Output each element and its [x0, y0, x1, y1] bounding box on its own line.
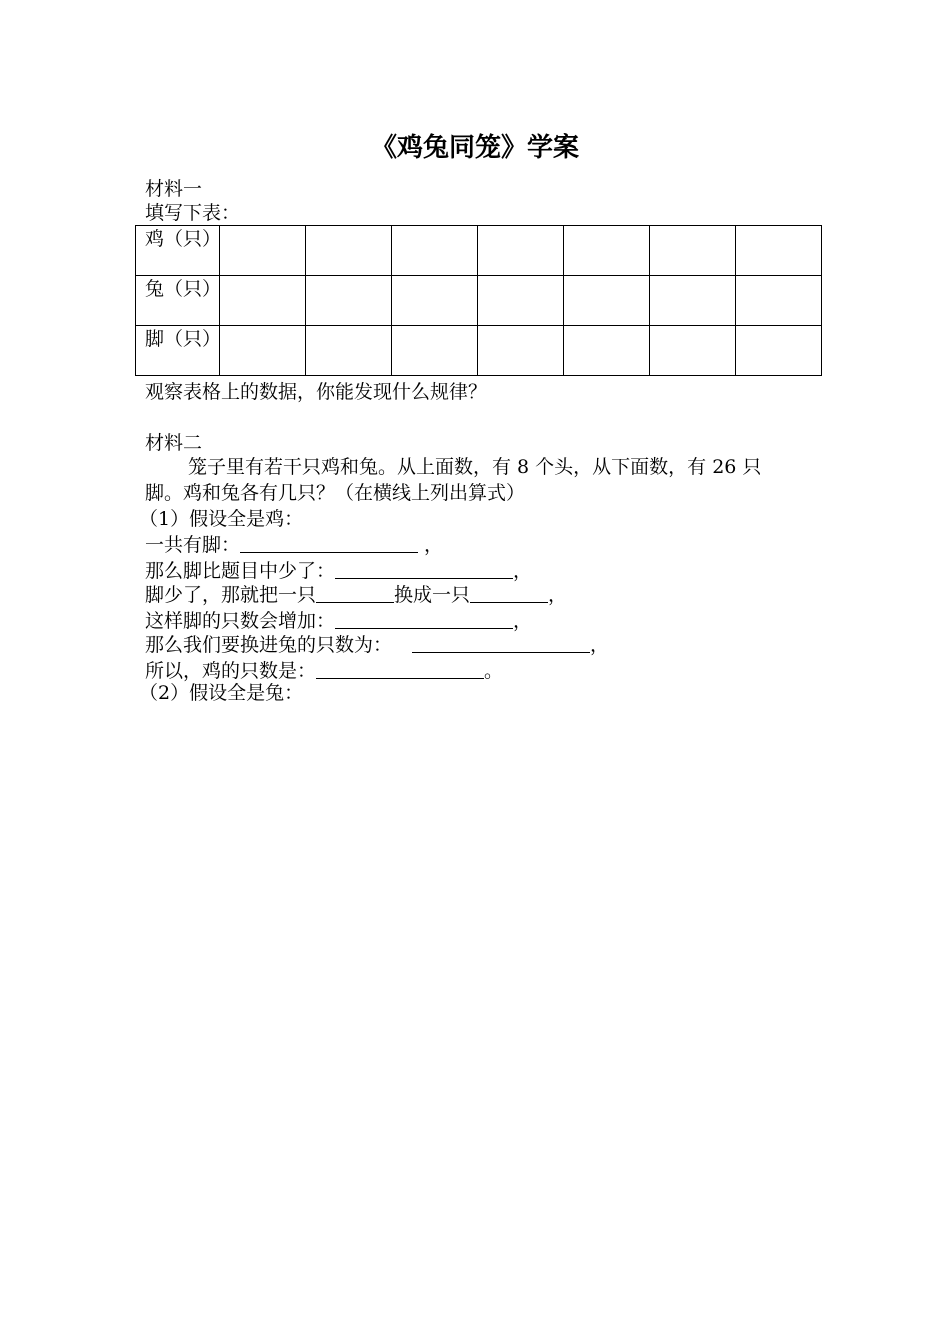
- material-one-heading: 材料一: [145, 178, 203, 200]
- table-cell[interactable]: [478, 276, 564, 326]
- chicken-rabbit-table: [135, 225, 822, 376]
- total-feet-line: [145, 530, 443, 558]
- table-cell[interactable]: [478, 326, 564, 376]
- swap-middle-label: 换成一只: [394, 584, 471, 606]
- chickens-blank[interactable]: [316, 658, 484, 679]
- increase-label: 这样脚的只数会增加：: [145, 610, 336, 632]
- table-cell[interactable]: [736, 226, 822, 276]
- assume-chicken-heading: （1）假设全是鸡：: [139, 508, 304, 530]
- row-label-chicken: 鸡（只）: [136, 226, 220, 276]
- table-cell[interactable]: [650, 226, 736, 276]
- table-cell[interactable]: [736, 276, 822, 326]
- chickens-punct: 。: [484, 660, 504, 682]
- fewer-feet-punct: ，: [513, 560, 533, 582]
- pattern-question: 观察表格上的数据，你能发现什么规律？: [145, 381, 488, 403]
- table-cell[interactable]: [220, 226, 306, 276]
- problem-text-line-1: 笼子里有若干只鸡和兔。从上面数，有 8 个头，从下面数，有 26 只: [188, 456, 762, 478]
- table-cell[interactable]: [306, 226, 392, 276]
- chickens-label: 所以，鸡的只数是：: [145, 660, 317, 682]
- rabbits-blank[interactable]: [412, 632, 590, 653]
- worksheet-title: 《鸡兔同笼》学案: [370, 133, 579, 163]
- increase-blank[interactable]: [335, 608, 513, 629]
- table-cell[interactable]: [306, 326, 392, 376]
- swap-to-blank[interactable]: [470, 582, 548, 603]
- table-cell[interactable]: [564, 226, 650, 276]
- swap-from-blank[interactable]: [316, 582, 394, 603]
- row-label-rabbit: 兔（只）: [136, 276, 220, 326]
- table-cell[interactable]: [306, 276, 392, 326]
- table-cell[interactable]: [564, 326, 650, 376]
- assume-rabbit-heading: （2）假设全是兔：: [139, 682, 304, 704]
- table-cell[interactable]: [392, 276, 478, 326]
- material-two-heading: 材料二: [145, 432, 203, 454]
- fewer-feet-blank[interactable]: [335, 558, 513, 579]
- table-cell[interactable]: [564, 276, 650, 326]
- table-instruction: 填写下表：: [145, 202, 241, 224]
- table-row-rabbit: [136, 276, 822, 326]
- table-cell[interactable]: [392, 226, 478, 276]
- table-cell[interactable]: [478, 226, 564, 276]
- fewer-feet-label: 那么脚比题目中少了：: [145, 560, 336, 582]
- total-feet-punct: ，: [418, 534, 444, 556]
- table-cell[interactable]: [392, 326, 478, 376]
- total-feet-label: 一共有脚：: [145, 534, 241, 556]
- increase-punct: ，: [513, 610, 533, 632]
- rabbits-line: [145, 630, 609, 658]
- rabbits-punct: ，: [590, 634, 610, 656]
- table-row-feet: [136, 326, 822, 376]
- table-cell[interactable]: [736, 326, 822, 376]
- table-cell[interactable]: [650, 276, 736, 326]
- rabbits-label: 那么我们要换进兔的只数为：: [145, 634, 393, 656]
- swap-label: 脚少了，那就把一只: [145, 584, 317, 606]
- table-cell[interactable]: [220, 276, 306, 326]
- table-row-chicken: [136, 226, 822, 276]
- table-cell[interactable]: [220, 326, 306, 376]
- total-feet-blank[interactable]: [240, 532, 418, 553]
- table-cell[interactable]: [650, 326, 736, 376]
- swap-punct: ，: [548, 584, 568, 606]
- problem-text-line-2: 脚。鸡和兔各有几只？（在横线上列出算式）: [145, 482, 526, 504]
- row-label-feet: 脚（只）: [136, 326, 220, 376]
- swap-line: [145, 580, 567, 608]
